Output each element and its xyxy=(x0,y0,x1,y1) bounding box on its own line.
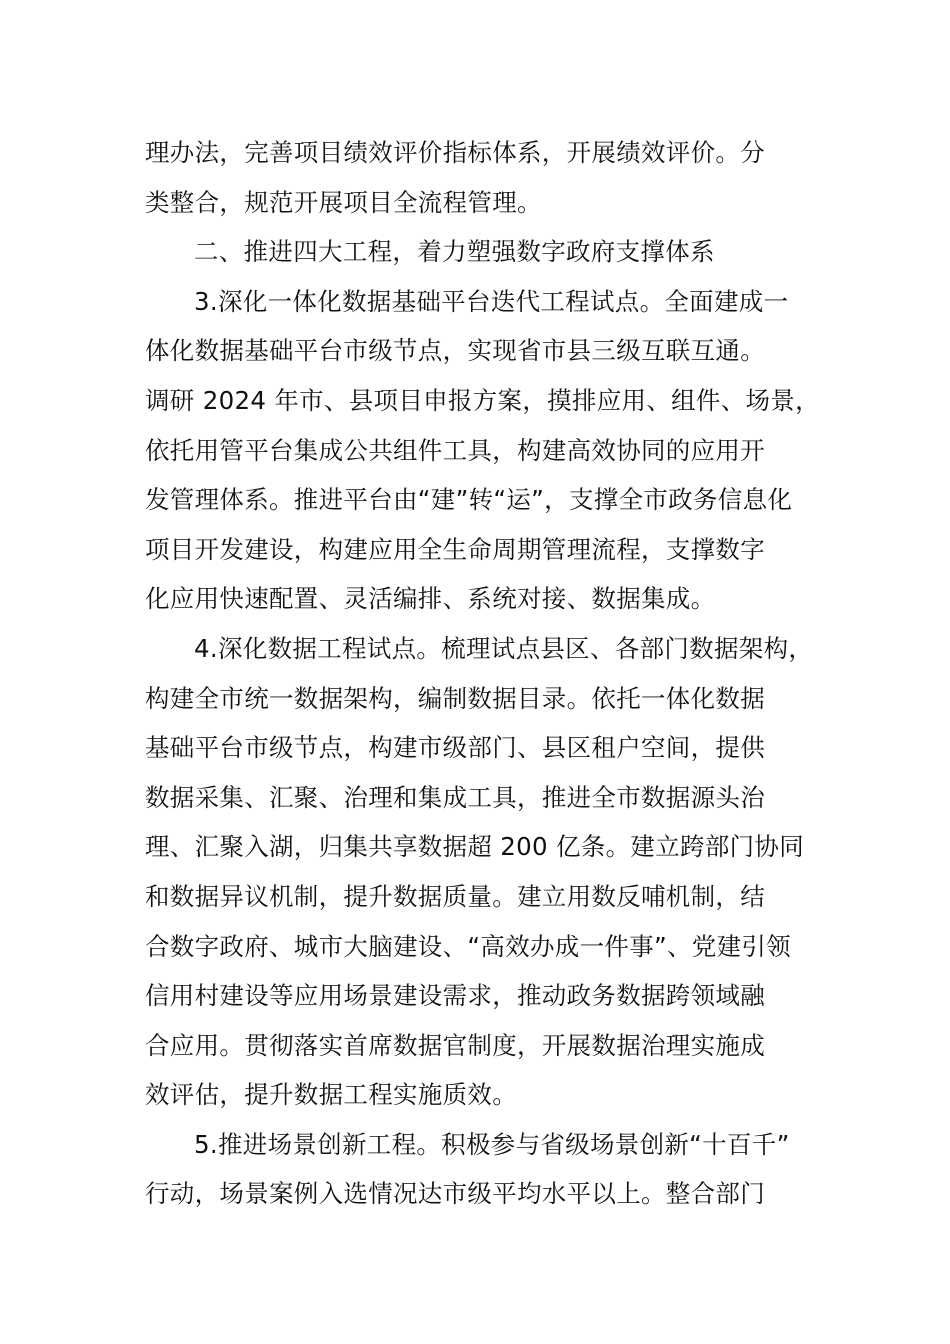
paragraph-start-line: 5.推进场景创新工程。积极参与省级场景创新“十百千” xyxy=(194,1129,790,1159)
text-line: 合数字政府、城市大脑建设、“高效办成一件事”、党建引领 xyxy=(145,931,791,961)
body-text xyxy=(145,128,835,1219)
text-line: 发管理体系。推进平台由“建”转“运”，支撑全市政务信息化 xyxy=(145,485,793,515)
text-line: 和数据异议机制，提升数据质量。建立用数反哺机制，结 xyxy=(145,881,765,911)
text-line: 信用村建设等应用场景建设需求，推动政务数据跨领域融 xyxy=(145,981,765,1011)
text-line: 项目开发建设，构建应用全生命周期管理流程，支撑数字 xyxy=(145,534,765,564)
text-line: 化应用快速配置、灵活编排、系统对接、数据集成。 xyxy=(145,584,716,614)
text-line: 数据采集、汇聚、治理和集成工具，推进全市数据源头治 xyxy=(145,782,765,812)
paragraph-start-line: 4.深化数据工程试点。梳理试点县区、各部门数据架构， xyxy=(194,633,814,663)
text-line: 体化数据基础平台市级节点，实现省市县三级互联互通。 xyxy=(145,336,765,366)
text-line: 理、汇聚入湖，归集共享数据超 200 亿条。建立跨部门协同 xyxy=(145,832,805,862)
section-heading: 二、推进四大工程，着力塑强数字政府支撑体系 xyxy=(194,237,715,267)
text-line: 行动，场景案例入选情况达市级平均水平以上。整合部门 xyxy=(145,1179,765,1209)
text-line: 基础平台市级节点，构建市级部门、县区租户空间，提供 xyxy=(145,733,765,763)
text-line: 依托用管平台集成公共组件工具，构建高效协同的应用开 xyxy=(145,435,765,465)
text-line: 理办法，完善项目绩效评价指标体系，开展绩效评价。分 xyxy=(145,138,765,167)
text-line: 合应用。贯彻落实首席数据官制度，开展数据治理实施成 xyxy=(145,1030,765,1060)
text-line: 类整合，规范开展项目全流程管理。 xyxy=(145,187,542,217)
text-line: 构建全市统一数据架构，编制数据目录。依托一体化数据 xyxy=(145,683,765,713)
text-line: 调研 2024 年市、县项目申报方案，摸排应用、组件、场景， xyxy=(145,385,820,415)
text-line: 效评估，提升数据工程实施质效。 xyxy=(145,1080,517,1110)
paragraph-start-line: 3.深化一体化数据基础平台迭代工程试点。全面建成一 xyxy=(194,286,789,316)
